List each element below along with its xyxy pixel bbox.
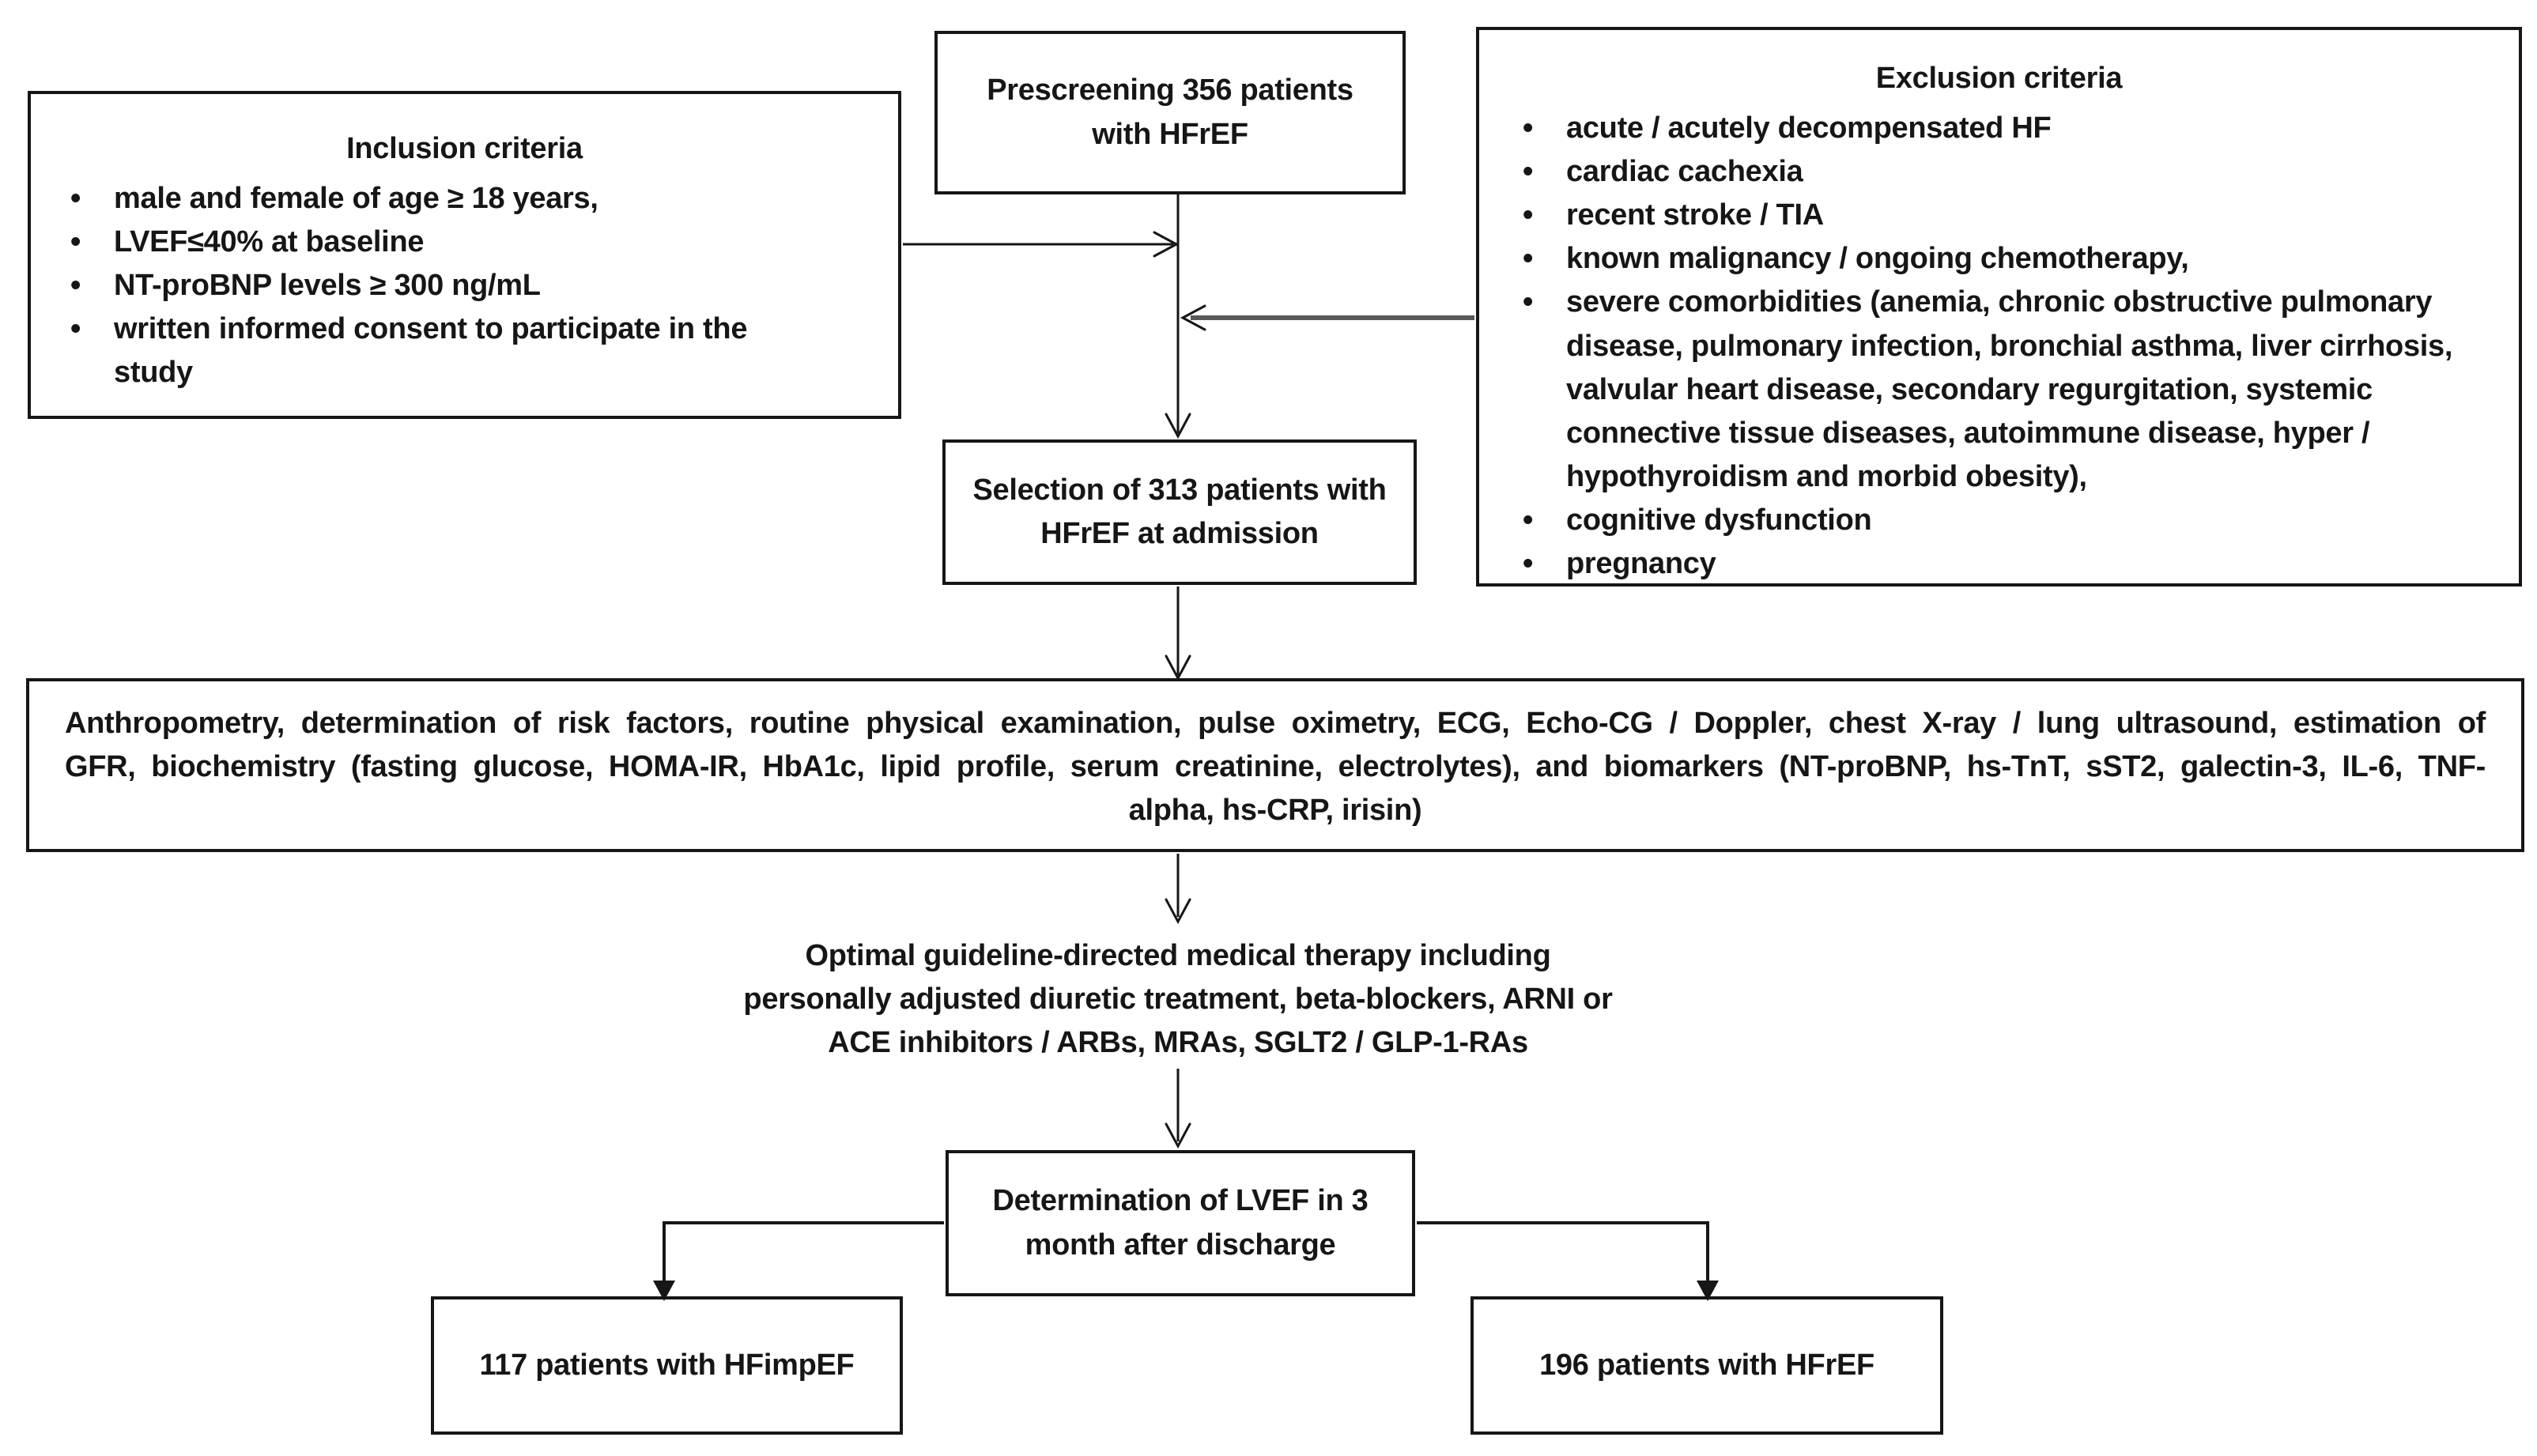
bullet-marker: • xyxy=(1523,285,1534,319)
list-item xyxy=(70,307,780,394)
therapy-text-line: Optimal guideline-directed medical therapy including xyxy=(805,939,1551,972)
exclusion-criteria-box xyxy=(1476,27,2522,587)
prescreening-box xyxy=(934,31,1406,194)
determination-box xyxy=(946,1150,1415,1296)
arrow-assessment-to-therapy xyxy=(1166,854,1190,922)
bullet-marker: • xyxy=(70,225,81,259)
outcome-hfref-label: 196 patients with HFrEF xyxy=(1539,1348,1874,1382)
arrow-therapy-to-determination xyxy=(1166,1069,1190,1146)
list-item-text: pregnancy xyxy=(1566,547,1716,581)
list-item-text: cognitive dysfunction xyxy=(1566,503,1872,537)
bullet-marker: • xyxy=(1523,503,1534,537)
therapy-text-line: personally adjusted diuretic treatment, beta-blockers, ARNI or xyxy=(743,983,1613,1017)
outcome-hfref-box xyxy=(1470,1296,1943,1435)
inclusion-criteria-box xyxy=(28,91,901,419)
bullet-marker: • xyxy=(70,312,81,346)
assessment-text-line: GFR, biochemistry (fasting glucose, HOMA-IR, HbA1c, lipid profile, serum creatinine, electrolytes), and biomarkers (NT-proBNP, hs-TnT, sST2, galectin-3, IL-6, TNF- xyxy=(65,750,2486,784)
list-item xyxy=(70,264,780,307)
assessment-text-line: alpha, hs-CRP, irisin) xyxy=(1128,794,1422,828)
list-item xyxy=(1523,194,2487,237)
list-item-text: severe comorbidities (anemia, chronic obstructive pulmonary disease, pulmonary infection, bronchial asthma, liver cirrhosis, valvular heart disease, secondary regurgitation, systemic connective tissue diseases, autoimmune disease, hyper / hypothyroidism and morbid obesity), xyxy=(1566,285,2453,493)
list-item-text: LVEF≤40% at baseline xyxy=(114,225,425,259)
selection-label: Selection of 313 patients with HFrEF at admission xyxy=(972,473,1387,550)
arrow-inclusion-to-flow xyxy=(903,232,1176,256)
list-item-text: written informed consent to participate in the study xyxy=(114,312,748,390)
inclusion-criteria-list xyxy=(31,177,898,394)
list-item-text: known malignancy / ongoing chemotherapy, xyxy=(1566,242,2189,276)
list-item-text: cardiac cachexia xyxy=(1566,155,1803,189)
outcome-hfimpef-box xyxy=(431,1296,903,1435)
therapy-text xyxy=(684,934,1672,1065)
list-item-text: male and female of age ≥ 18 years, xyxy=(114,182,598,216)
branch-determination-to-hfref xyxy=(1417,1223,1719,1301)
bullet-marker: • xyxy=(1523,198,1534,232)
list-item-text: recent stroke / TIA xyxy=(1566,198,1824,232)
prescreening-label: Prescreening 356 patients with HFrEF xyxy=(987,74,1353,151)
list-item xyxy=(1523,281,2487,498)
assessment-box xyxy=(26,678,2524,852)
list-item xyxy=(1523,542,2487,586)
list-item xyxy=(1523,107,2487,150)
branch-determination-to-hfimpef xyxy=(653,1223,944,1301)
list-item-text: NT-proBNP levels ≥ 300 ng/mL xyxy=(114,269,541,303)
list-item-text: acute / acutely decompensated HF xyxy=(1566,111,2052,145)
list-item xyxy=(1523,150,2487,194)
therapy-text-line: ACE inhibitors / ARBs, MRAs, SGLT2 / GLP-1-RAs xyxy=(828,1026,1528,1060)
bullet-marker: • xyxy=(70,269,81,303)
bullet-marker: • xyxy=(1523,111,1534,145)
exclusion-criteria-list xyxy=(1479,107,2519,586)
arrow-selection-to-assessment xyxy=(1166,587,1190,678)
list-item xyxy=(70,177,780,221)
arrow-prescreening-to-selection xyxy=(1166,194,1190,436)
inclusion-criteria-title: Inclusion criteria xyxy=(346,132,583,165)
arrow-exclusion-to-flow xyxy=(1183,306,1474,330)
outcome-hfimpef-label: 117 patients with HFimpEF xyxy=(479,1348,855,1382)
bullet-marker: • xyxy=(70,182,81,216)
determination-label: Determination of LVEF in 3 month after discharge xyxy=(992,1184,1369,1262)
bullet-marker: • xyxy=(1523,547,1534,581)
exclusion-criteria-title: Exclusion criteria xyxy=(1875,62,2123,95)
selection-box xyxy=(942,439,1417,585)
list-item xyxy=(1523,499,2487,542)
bullet-marker: • xyxy=(1523,155,1534,189)
list-item xyxy=(1523,237,2487,281)
list-item xyxy=(70,221,780,264)
bullet-marker: • xyxy=(1523,242,1534,276)
assessment-text-line: Anthropometry, determination of risk factors, routine physical examination, pulse oximetry, ECG, Echo-CG / Doppler, chest X-ray / lung ultrasound, estimation of xyxy=(65,707,2486,740)
